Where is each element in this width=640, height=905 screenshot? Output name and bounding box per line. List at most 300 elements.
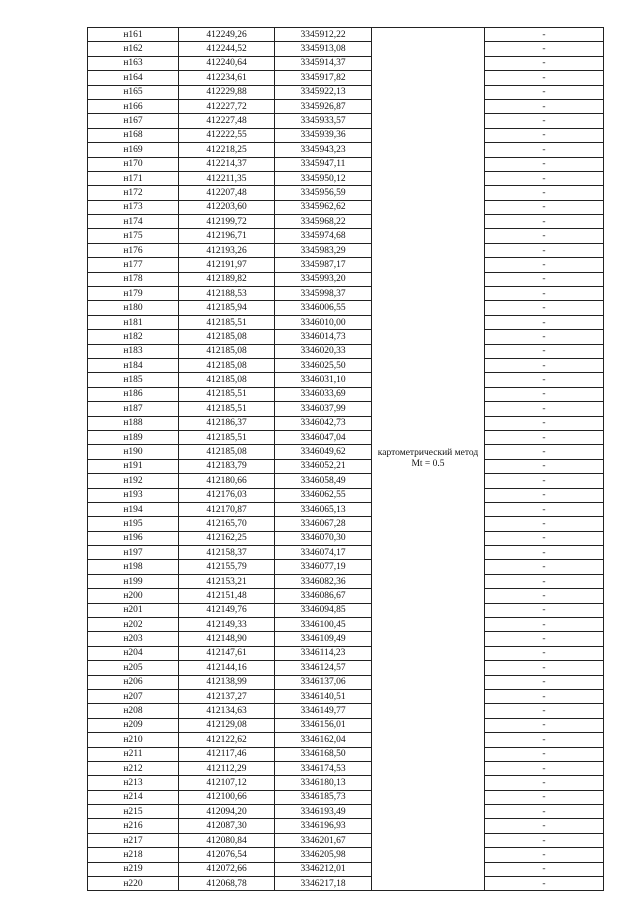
y-coordinate-cell: 3346031,10 <box>275 373 372 387</box>
y-coordinate-cell: 3346033,69 <box>275 387 372 401</box>
y-coordinate-cell: 3346074,17 <box>275 546 372 560</box>
y-coordinate-cell: 3346168,50 <box>275 747 372 761</box>
note-cell: - <box>485 718 604 732</box>
x-coordinate-cell: 412122,62 <box>179 733 275 747</box>
y-coordinate-cell: 3346196,93 <box>275 819 372 833</box>
x-coordinate-cell: 412144,16 <box>179 661 275 675</box>
x-coordinate-cell: 412158,37 <box>179 546 275 560</box>
y-coordinate-cell: 3346067,28 <box>275 517 372 531</box>
x-coordinate-cell: 412199,72 <box>179 215 275 229</box>
table-row <box>88 661 604 675</box>
y-coordinate-cell: 3345917,82 <box>275 71 372 85</box>
point-name-cell: н171 <box>88 171 179 185</box>
y-coordinate-cell: 3345922,13 <box>275 85 372 99</box>
x-coordinate-cell: 412185,08 <box>179 344 275 358</box>
y-coordinate-cell: 3345987,17 <box>275 258 372 272</box>
x-coordinate-cell: 412148,90 <box>179 632 275 646</box>
note-cell: - <box>485 373 604 387</box>
note-cell: - <box>485 416 604 430</box>
note-cell: - <box>485 258 604 272</box>
note-cell: - <box>485 632 604 646</box>
point-name-cell: н218 <box>88 848 179 862</box>
y-coordinate-cell: 3346058,49 <box>275 474 372 488</box>
y-coordinate-cell: 3345913,08 <box>275 42 372 56</box>
y-coordinate-cell: 3346114,23 <box>275 646 372 660</box>
x-coordinate-cell: 412185,08 <box>179 358 275 372</box>
point-name-cell: н220 <box>88 877 179 891</box>
table-row <box>88 531 604 545</box>
table-row <box>88 143 604 157</box>
note-cell: - <box>485 128 604 142</box>
x-coordinate-cell: 412176,03 <box>179 488 275 502</box>
note-cell: - <box>485 114 604 128</box>
x-coordinate-cell: 412153,21 <box>179 574 275 588</box>
table-row <box>88 733 604 747</box>
point-name-cell: н166 <box>88 99 179 113</box>
note-cell: - <box>485 186 604 200</box>
point-name-cell: н190 <box>88 445 179 459</box>
table-row <box>88 618 604 632</box>
point-name-cell: н169 <box>88 143 179 157</box>
point-name-cell: н163 <box>88 56 179 70</box>
point-name-cell: н188 <box>88 416 179 430</box>
table-row <box>88 315 604 329</box>
y-coordinate-cell: 3345926,87 <box>275 99 372 113</box>
x-coordinate-cell: 412170,87 <box>179 502 275 516</box>
y-coordinate-cell: 3345968,22 <box>275 215 372 229</box>
table-row <box>88 675 604 689</box>
note-cell: - <box>485 618 604 632</box>
x-coordinate-cell: 412117,46 <box>179 747 275 761</box>
point-name-cell: н180 <box>88 301 179 315</box>
note-cell: - <box>485 459 604 473</box>
table-row <box>88 574 604 588</box>
table-row <box>88 502 604 516</box>
note-cell: - <box>485 502 604 516</box>
note-cell: - <box>485 99 604 113</box>
y-coordinate-cell: 3346010,00 <box>275 315 372 329</box>
x-coordinate-cell: 412076,54 <box>179 848 275 862</box>
x-coordinate-cell: 412186,37 <box>179 416 275 430</box>
point-name-cell: н196 <box>88 531 179 545</box>
point-name-cell: н212 <box>88 761 179 775</box>
x-coordinate-cell: 412068,78 <box>179 877 275 891</box>
table-row <box>88 358 604 372</box>
point-name-cell: н176 <box>88 243 179 257</box>
y-coordinate-cell: 3346201,67 <box>275 833 372 847</box>
x-coordinate-cell: 412100,66 <box>179 790 275 804</box>
x-coordinate-cell: 412207,48 <box>179 186 275 200</box>
y-coordinate-cell: 3345998,37 <box>275 287 372 301</box>
x-coordinate-cell: 412185,51 <box>179 315 275 329</box>
table-row <box>88 805 604 819</box>
table-row <box>88 488 604 502</box>
point-name-cell: н216 <box>88 819 179 833</box>
y-coordinate-cell: 3345974,68 <box>275 229 372 243</box>
coordinates-table-body <box>88 28 604 891</box>
y-coordinate-cell: 3346212,01 <box>275 862 372 876</box>
x-coordinate-cell: 412211,35 <box>179 171 275 185</box>
note-cell: - <box>485 805 604 819</box>
note-cell: - <box>485 574 604 588</box>
point-name-cell: н184 <box>88 358 179 372</box>
point-name-cell: н168 <box>88 128 179 142</box>
note-cell: - <box>485 790 604 804</box>
y-coordinate-cell: 3346077,19 <box>275 560 372 574</box>
table-row <box>88 704 604 718</box>
table-row <box>88 200 604 214</box>
point-name-cell: н165 <box>88 85 179 99</box>
note-cell: - <box>485 387 604 401</box>
note-cell: - <box>485 819 604 833</box>
y-coordinate-cell: 3346162,04 <box>275 733 372 747</box>
x-coordinate-cell: 412227,72 <box>179 99 275 113</box>
y-coordinate-cell: 3346042,73 <box>275 416 372 430</box>
y-coordinate-cell: 3345993,20 <box>275 272 372 286</box>
y-coordinate-cell: 3346086,67 <box>275 589 372 603</box>
x-coordinate-cell: 412193,26 <box>179 243 275 257</box>
table-row <box>88 848 604 862</box>
note-cell: - <box>485 344 604 358</box>
x-coordinate-cell: 412072,66 <box>179 862 275 876</box>
x-coordinate-cell: 412249,26 <box>179 28 275 42</box>
y-coordinate-cell: 3346137,06 <box>275 675 372 689</box>
y-coordinate-cell: 3346124,57 <box>275 661 372 675</box>
y-coordinate-cell: 3346180,13 <box>275 776 372 790</box>
note-cell: - <box>485 358 604 372</box>
y-coordinate-cell: 3346006,55 <box>275 301 372 315</box>
table-row <box>88 445 604 459</box>
table-row <box>88 215 604 229</box>
y-coordinate-cell: 3346062,55 <box>275 488 372 502</box>
note-cell: - <box>485 689 604 703</box>
y-coordinate-cell: 3346100,45 <box>275 618 372 632</box>
point-name-cell: н185 <box>88 373 179 387</box>
point-name-cell: н204 <box>88 646 179 660</box>
y-coordinate-cell: 3346052,21 <box>275 459 372 473</box>
table-row <box>88 28 604 42</box>
x-coordinate-cell: 412151,48 <box>179 589 275 603</box>
x-coordinate-cell: 412149,76 <box>179 603 275 617</box>
table-row <box>88 71 604 85</box>
y-coordinate-cell: 3346020,33 <box>275 344 372 358</box>
x-coordinate-cell: 412240,64 <box>179 56 275 70</box>
y-coordinate-cell: 3346217,18 <box>275 877 372 891</box>
table-row <box>88 877 604 891</box>
x-coordinate-cell: 412185,51 <box>179 430 275 444</box>
y-coordinate-cell: 3346065,13 <box>275 502 372 516</box>
point-name-cell: н199 <box>88 574 179 588</box>
table-row <box>88 171 604 185</box>
table-row <box>88 114 604 128</box>
point-name-cell: н173 <box>88 200 179 214</box>
note-cell: - <box>485 315 604 329</box>
x-coordinate-cell: 412203,60 <box>179 200 275 214</box>
note-cell: - <box>485 675 604 689</box>
table-row <box>88 85 604 99</box>
y-coordinate-cell: 3346185,73 <box>275 790 372 804</box>
table-row <box>88 603 604 617</box>
note-cell: - <box>485 877 604 891</box>
note-cell: - <box>485 603 604 617</box>
point-name-cell: н210 <box>88 733 179 747</box>
note-cell: - <box>485 272 604 286</box>
note-cell: - <box>485 646 604 660</box>
y-coordinate-cell: 3346070,30 <box>275 531 372 545</box>
x-coordinate-cell: 412229,88 <box>179 85 275 99</box>
note-cell: - <box>485 430 604 444</box>
note-cell: - <box>485 531 604 545</box>
note-cell: - <box>485 517 604 531</box>
table-row <box>88 99 604 113</box>
method-label-cell: картометрический метод Mt = 0.5 <box>372 28 485 891</box>
x-coordinate-cell: 412188,53 <box>179 287 275 301</box>
note-cell: - <box>485 445 604 459</box>
point-name-cell: н214 <box>88 790 179 804</box>
y-coordinate-cell: 3346037,99 <box>275 402 372 416</box>
note-cell: - <box>485 488 604 502</box>
point-name-cell: н191 <box>88 459 179 473</box>
x-coordinate-cell: 412112,29 <box>179 761 275 775</box>
coordinates-table <box>87 27 604 891</box>
point-name-cell: н194 <box>88 502 179 516</box>
point-name-cell: н164 <box>88 71 179 85</box>
coordinates-sheet <box>87 27 604 891</box>
x-coordinate-cell: 412138,99 <box>179 675 275 689</box>
point-name-cell: н215 <box>88 805 179 819</box>
point-name-cell: н182 <box>88 330 179 344</box>
point-name-cell: н203 <box>88 632 179 646</box>
y-coordinate-cell: 3345943,23 <box>275 143 372 157</box>
y-coordinate-cell: 3346014,73 <box>275 330 372 344</box>
table-row <box>88 258 604 272</box>
table-row <box>88 416 604 430</box>
point-name-cell: н181 <box>88 315 179 329</box>
point-name-cell: н206 <box>88 675 179 689</box>
x-coordinate-cell: 412185,08 <box>179 373 275 387</box>
note-cell: - <box>485 85 604 99</box>
point-name-cell: н179 <box>88 287 179 301</box>
note-cell: - <box>485 761 604 775</box>
point-name-cell: н186 <box>88 387 179 401</box>
y-coordinate-cell: 3346205,98 <box>275 848 372 862</box>
x-coordinate-cell: 412189,82 <box>179 272 275 286</box>
note-cell: - <box>485 71 604 85</box>
table-row <box>88 373 604 387</box>
point-name-cell: н207 <box>88 689 179 703</box>
note-cell: - <box>485 589 604 603</box>
point-name-cell: н161 <box>88 28 179 42</box>
table-row <box>88 790 604 804</box>
point-name-cell: н193 <box>88 488 179 502</box>
note-cell: - <box>485 229 604 243</box>
y-coordinate-cell: 3346049,62 <box>275 445 372 459</box>
x-coordinate-cell: 412183,79 <box>179 459 275 473</box>
x-coordinate-cell: 412185,51 <box>179 402 275 416</box>
y-coordinate-cell: 3345950,12 <box>275 171 372 185</box>
x-coordinate-cell: 412162,25 <box>179 531 275 545</box>
x-coordinate-cell: 412149,33 <box>179 618 275 632</box>
note-cell: - <box>485 143 604 157</box>
y-coordinate-cell: 3345939,36 <box>275 128 372 142</box>
y-coordinate-cell: 3345947,11 <box>275 157 372 171</box>
table-row <box>88 243 604 257</box>
note-cell: - <box>485 560 604 574</box>
point-name-cell: н198 <box>88 560 179 574</box>
y-coordinate-cell: 3345912,22 <box>275 28 372 42</box>
table-row <box>88 430 604 444</box>
table-row <box>88 186 604 200</box>
note-cell: - <box>485 301 604 315</box>
x-coordinate-cell: 412218,25 <box>179 143 275 157</box>
x-coordinate-cell: 412087,30 <box>179 819 275 833</box>
point-name-cell: н197 <box>88 546 179 560</box>
point-name-cell: н195 <box>88 517 179 531</box>
note-cell: - <box>485 28 604 42</box>
note-cell: - <box>485 200 604 214</box>
x-coordinate-cell: 412222,55 <box>179 128 275 142</box>
table-row <box>88 330 604 344</box>
table-row <box>88 819 604 833</box>
note-cell: - <box>485 215 604 229</box>
table-row <box>88 387 604 401</box>
x-coordinate-cell: 412147,61 <box>179 646 275 660</box>
point-name-cell: н178 <box>88 272 179 286</box>
y-coordinate-cell: 3346156,01 <box>275 718 372 732</box>
table-row <box>88 546 604 560</box>
point-name-cell: н205 <box>88 661 179 675</box>
y-coordinate-cell: 3346149,77 <box>275 704 372 718</box>
x-coordinate-cell: 412214,37 <box>179 157 275 171</box>
table-row <box>88 157 604 171</box>
x-coordinate-cell: 412185,08 <box>179 445 275 459</box>
note-cell: - <box>485 862 604 876</box>
point-name-cell: н167 <box>88 114 179 128</box>
note-cell: - <box>485 546 604 560</box>
table-row <box>88 301 604 315</box>
point-name-cell: н172 <box>88 186 179 200</box>
point-name-cell: н201 <box>88 603 179 617</box>
point-name-cell: н219 <box>88 862 179 876</box>
y-coordinate-cell: 3345914,37 <box>275 56 372 70</box>
table-row <box>88 632 604 646</box>
note-cell: - <box>485 287 604 301</box>
point-name-cell: н162 <box>88 42 179 56</box>
table-row <box>88 761 604 775</box>
note-cell: - <box>485 704 604 718</box>
x-coordinate-cell: 412180,66 <box>179 474 275 488</box>
point-name-cell: н189 <box>88 430 179 444</box>
table-row <box>88 689 604 703</box>
y-coordinate-cell: 3346094,85 <box>275 603 372 617</box>
x-coordinate-cell: 412165,70 <box>179 517 275 531</box>
point-name-cell: н217 <box>88 833 179 847</box>
y-coordinate-cell: 3346025,50 <box>275 358 372 372</box>
point-name-cell: н192 <box>88 474 179 488</box>
x-coordinate-cell: 412094,20 <box>179 805 275 819</box>
table-row <box>88 56 604 70</box>
x-coordinate-cell: 412155,79 <box>179 560 275 574</box>
point-name-cell: н174 <box>88 215 179 229</box>
table-row <box>88 517 604 531</box>
table-row <box>88 646 604 660</box>
table-row <box>88 402 604 416</box>
table-row <box>88 272 604 286</box>
x-coordinate-cell: 412234,61 <box>179 71 275 85</box>
note-cell: - <box>485 833 604 847</box>
point-name-cell: н211 <box>88 747 179 761</box>
y-coordinate-cell: 3345933,57 <box>275 114 372 128</box>
note-cell: - <box>485 56 604 70</box>
point-name-cell: н200 <box>88 589 179 603</box>
x-coordinate-cell: 412191,97 <box>179 258 275 272</box>
y-coordinate-cell: 3345962,62 <box>275 200 372 214</box>
x-coordinate-cell: 412129,08 <box>179 718 275 732</box>
table-row <box>88 589 604 603</box>
point-name-cell: н175 <box>88 229 179 243</box>
table-row <box>88 42 604 56</box>
point-name-cell: н209 <box>88 718 179 732</box>
table-row <box>88 459 604 473</box>
table-row <box>88 287 604 301</box>
note-cell: - <box>485 474 604 488</box>
table-row <box>88 229 604 243</box>
x-coordinate-cell: 412185,94 <box>179 301 275 315</box>
y-coordinate-cell: 3346082,36 <box>275 574 372 588</box>
table-row <box>88 862 604 876</box>
x-coordinate-cell: 412196,71 <box>179 229 275 243</box>
note-cell: - <box>485 848 604 862</box>
note-cell: - <box>485 157 604 171</box>
note-cell: - <box>485 733 604 747</box>
table-row <box>88 560 604 574</box>
note-cell: - <box>485 661 604 675</box>
point-name-cell: н187 <box>88 402 179 416</box>
point-name-cell: н213 <box>88 776 179 790</box>
note-cell: - <box>485 747 604 761</box>
y-coordinate-cell: 3346109,49 <box>275 632 372 646</box>
point-name-cell: н208 <box>88 704 179 718</box>
note-cell: - <box>485 776 604 790</box>
point-name-cell: н183 <box>88 344 179 358</box>
x-coordinate-cell: 412137,27 <box>179 689 275 703</box>
point-name-cell: н177 <box>88 258 179 272</box>
x-coordinate-cell: 412227,48 <box>179 114 275 128</box>
x-coordinate-cell: 412080,84 <box>179 833 275 847</box>
y-coordinate-cell: 3345983,29 <box>275 243 372 257</box>
x-coordinate-cell: 412244,52 <box>179 42 275 56</box>
note-cell: - <box>485 171 604 185</box>
table-row <box>88 344 604 358</box>
note-cell: - <box>485 402 604 416</box>
note-cell: - <box>485 42 604 56</box>
note-cell: - <box>485 330 604 344</box>
point-name-cell: н170 <box>88 157 179 171</box>
y-coordinate-cell: 3346047,04 <box>275 430 372 444</box>
y-coordinate-cell: 3346193,49 <box>275 805 372 819</box>
x-coordinate-cell: 412134,63 <box>179 704 275 718</box>
x-coordinate-cell: 412185,51 <box>179 387 275 401</box>
x-coordinate-cell: 412107,12 <box>179 776 275 790</box>
y-coordinate-cell: 3346174,53 <box>275 761 372 775</box>
y-coordinate-cell: 3345956,59 <box>275 186 372 200</box>
note-cell: - <box>485 243 604 257</box>
x-coordinate-cell: 412185,08 <box>179 330 275 344</box>
table-row <box>88 474 604 488</box>
table-row <box>88 128 604 142</box>
y-coordinate-cell: 3346140,51 <box>275 689 372 703</box>
table-row <box>88 776 604 790</box>
